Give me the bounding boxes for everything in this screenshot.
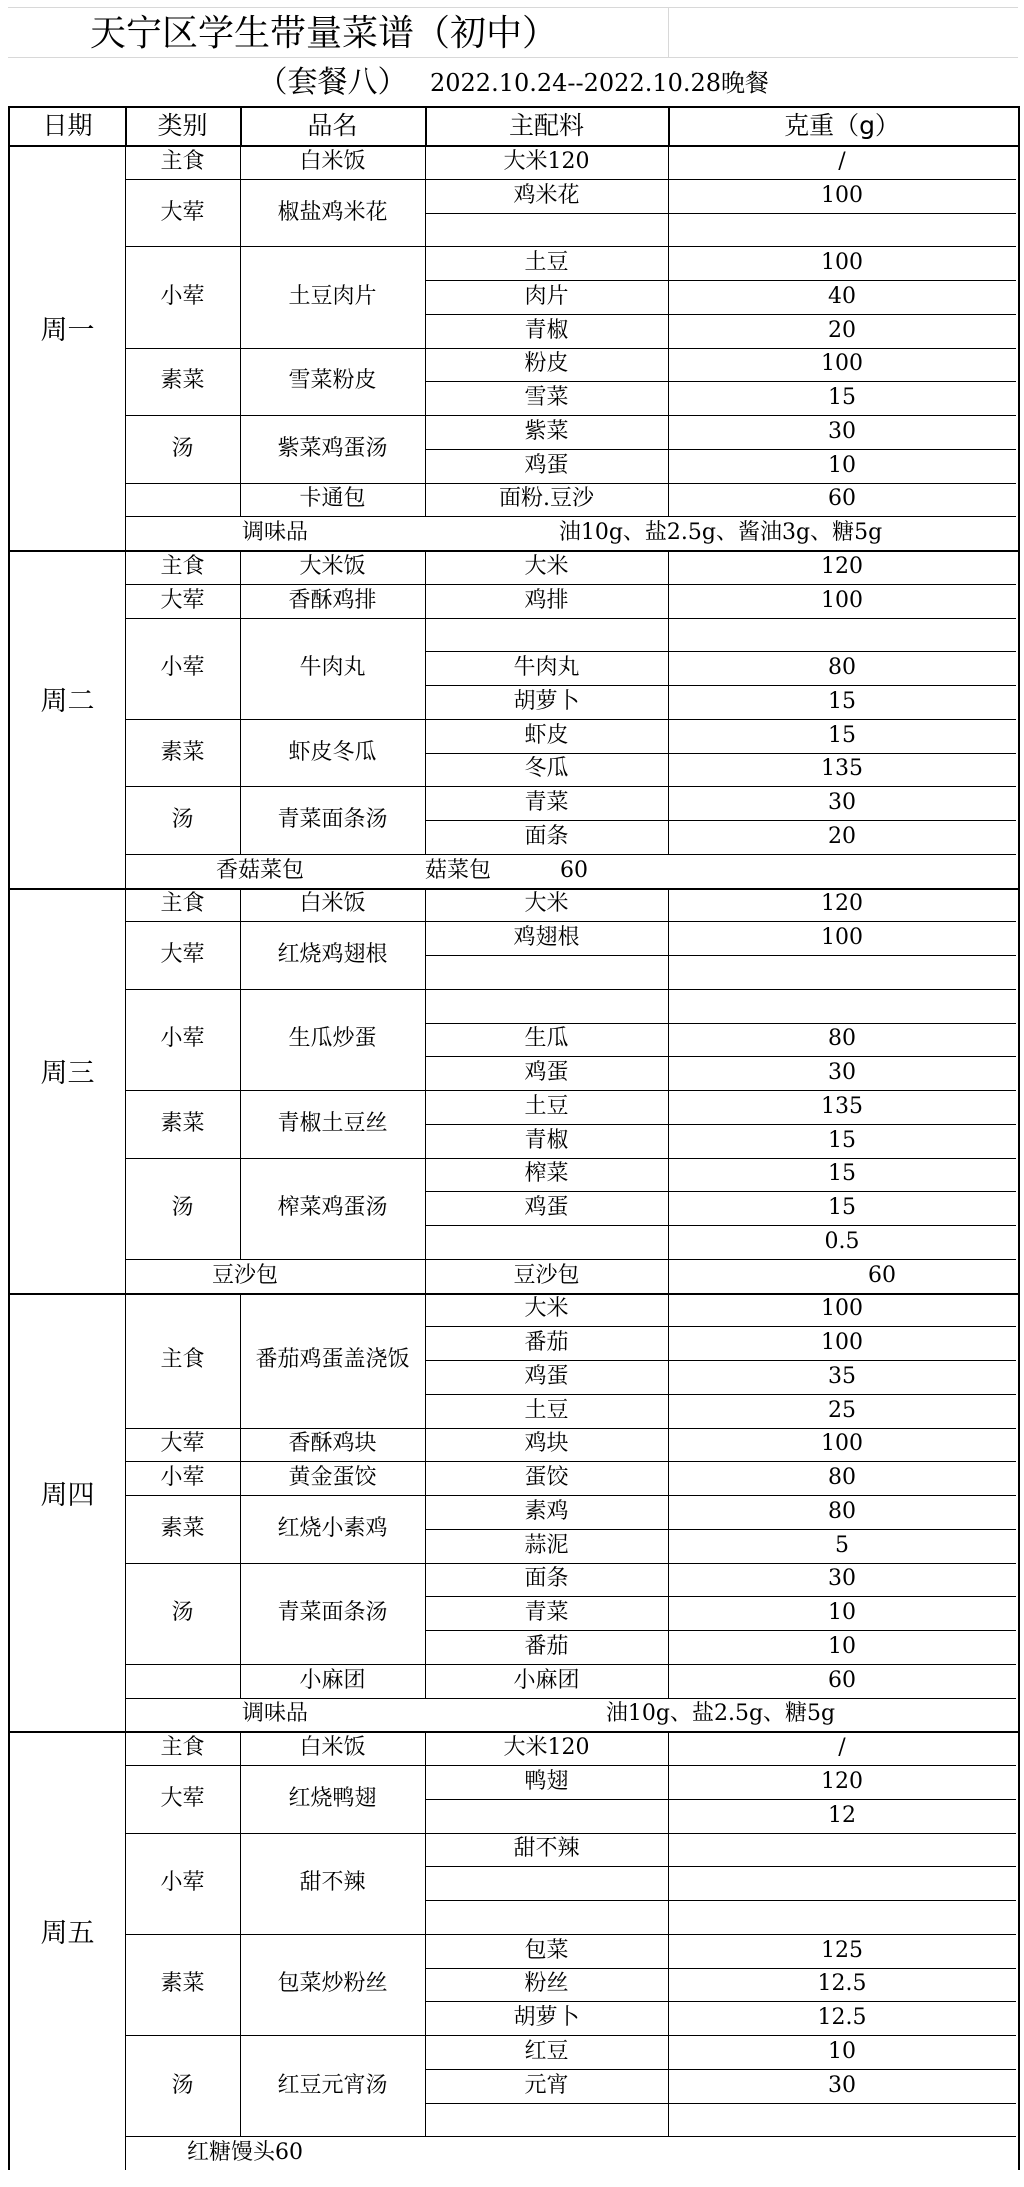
category-cell: 主食 [160,1735,205,1761]
page-title: 天宁区学生带量菜谱（初中） [90,13,559,54]
table-gridline [425,1596,1016,1597]
ingredient-cell: 甜不辣 [513,1836,580,1862]
category-cell: 小荤 [160,1026,205,1052]
weight-cell: 80 [828,1498,856,1524]
table-gridline [240,888,241,1259]
table-gridline [240,550,241,854]
weight-cell: 100 [821,1330,863,1356]
seasoning-value: 油10g、盐2.5g、酱油3g、糖5g [558,520,883,546]
weight-cell: 30 [828,418,856,444]
ingredient-cell: 青椒 [524,317,569,343]
dish-name-cell: 紫菜鸡蛋汤 [277,435,388,461]
day-label: 周三 [40,1057,95,1089]
weight-cell: 5 [835,1532,849,1558]
day-label: 周四 [40,1479,95,1511]
category-cell: 汤 [171,1600,194,1626]
table-gridline [425,1293,426,1698]
ingredient-cell: 鸡翅根 [513,925,580,951]
table-gridline [425,213,1016,214]
ingredient-cell: 鸡蛋 [524,452,569,478]
category-cell: 主食 [160,1347,205,1372]
category-cell: 大荤 [160,587,205,613]
dish-name-cell: 包菜炒粉丝 [277,1971,388,1997]
dish-name-cell: 白米饭 [299,891,366,917]
weight-cell: 15 [828,688,856,714]
weight-cell: 100 [821,587,863,613]
dish-name-cell: 牛肉丸 [299,655,366,681]
table-gridline [425,1866,1016,1867]
ingredient-cell: 青椒 [524,1127,569,1153]
header-dish: 品名 [307,111,358,140]
weight-cell: 30 [828,2072,856,2098]
ingredient-cell: 肉片 [524,283,569,309]
weight-cell: 60 [828,1667,856,1693]
dish-name-cell: 白米饭 [299,1735,366,1761]
table-gridline [425,1124,1016,1125]
table-gridline [425,145,426,516]
weight-cell: 135 [821,1093,863,1119]
weight-cell: 15 [828,1161,856,1187]
table-gridline [425,106,427,145]
weight-cell: 135 [821,756,863,782]
ingredient-cell: 大米120 [503,1735,590,1761]
table-gridline [668,888,669,1259]
weight-cell: 30 [828,1060,856,1086]
weight-cell: 15 [828,1195,856,1221]
table-gridline [668,106,670,145]
header-weight: 克重（g） [784,111,900,140]
table-gridline [425,1360,1016,1361]
dish-name-cell: 番茄鸡蛋盖浇饭 [255,1347,410,1372]
ingredient-cell: 小麻团 [513,1667,580,1693]
seasoning-label: 调味品 [241,520,308,546]
weight-cell: 125 [821,1937,863,1963]
weight-cell: 15 [828,385,856,411]
dish-name-cell: 大米饭 [299,553,366,579]
category-cell: 小荤 [160,1870,205,1896]
ingredient-cell: 蒜泥 [524,1532,569,1558]
category-cell: 大荤 [160,199,205,225]
table-gridline [240,145,241,516]
dish-name-cell: 香酥鸡块 [288,1431,377,1457]
menu-set-label: （套餐八） [257,65,408,100]
table-gridline [125,550,126,888]
weight-cell: 100 [821,250,863,276]
snack-ingredient-cell: 菇菜包 [425,857,492,883]
ingredient-cell: 大米 [524,1296,569,1322]
weight-cell: 20 [828,317,856,343]
table-gridline [425,753,1016,754]
table-gridline [240,1731,241,2136]
weight-cell: 30 [828,1566,856,1592]
ingredient-cell: 鸡米花 [513,182,580,208]
category-cell: 素菜 [160,1971,205,1997]
weight-cell: / [838,1735,846,1761]
dish-name-cell: 红烧鸡翅根 [277,942,388,967]
table-gridline [425,1900,1016,1901]
table-gridline [1018,106,1020,2170]
category-cell: 大荤 [160,1785,205,1811]
ingredient-cell: 大米 [524,891,569,917]
ingredient-cell: 鸡排 [524,587,569,613]
table-gridline [425,449,1016,450]
table-gridline [240,1293,241,1698]
weight-cell: 30 [828,790,856,816]
category-cell: 素菜 [160,739,205,765]
ingredient-cell: 虾皮 [524,722,569,748]
ingredient-cell: 粉丝 [524,1971,569,1997]
weight-cell: 12.5 [817,2005,867,2031]
ingredient-cell: 大米120 [503,148,590,174]
weight-cell: 100 [821,182,863,208]
category-cell: 素菜 [160,1110,205,1136]
category-cell: 素菜 [160,1515,205,1541]
ingredient-cell: 胡萝卜 [513,688,580,714]
table-gridline [425,1799,1016,1800]
ingredient-cell: 鸡蛋 [524,1363,569,1389]
table-gridline [425,550,426,854]
day-label: 周一 [40,315,95,347]
table-gridline [425,1056,1016,1057]
header-ingredient: 主配料 [508,111,584,140]
ingredient-cell: 面粉.豆沙 [499,486,594,512]
table-gridline [425,1259,426,1293]
snack-weight-cell: 60 [560,857,588,883]
ingredient-cell: 土豆 [524,250,569,276]
weight-cell: 25 [828,1397,856,1423]
table-gridline [425,1023,1016,1024]
dish-name-cell: 青菜面条汤 [277,807,388,832]
ingredient-cell: 鸡蛋 [524,1195,569,1221]
category-cell: 主食 [160,891,205,917]
table-gridline [240,106,242,145]
table-gridline [425,1326,1016,1327]
table-gridline [425,2069,1016,2070]
table-gridline [425,1394,1016,1395]
dish-name-cell: 青椒土豆丝 [277,1110,388,1136]
dish-name-cell: 虾皮冬瓜 [288,739,377,765]
weight-cell: 10 [828,2038,856,2064]
weight-cell: 100 [821,1296,863,1322]
snack-name-cell: 香菇菜包 [215,857,304,883]
table-gridline [125,1731,126,2170]
table-gridline [425,1630,1016,1631]
ingredient-cell: 牛肉丸 [513,655,580,681]
weight-cell: / [838,148,846,174]
table-gridline [668,550,669,854]
weight-cell: 100 [821,1431,863,1457]
weight-cell: 10 [828,452,856,478]
table-gridline [425,381,1016,382]
header-date: 日期 [42,111,93,140]
dish-name-cell: 甜不辣 [299,1870,366,1896]
table-gridline [8,106,10,2170]
ingredient-cell: 面条 [524,1566,569,1592]
ingredient-cell: 鸡蛋 [524,1060,569,1086]
dish-name-cell: 红烧小素鸡 [277,1515,388,1541]
category-cell: 小荤 [160,283,205,309]
weight-cell: 80 [828,1026,856,1052]
faint-gridline [668,7,669,57]
seasoning-value: 油10g、盐2.5g、糖5g [605,1701,836,1727]
ingredient-cell: 蛋饺 [524,1465,569,1491]
table-gridline [125,145,126,550]
dish-name-cell: 红烧鸭翅 [288,1785,377,1811]
ingredient-cell: 榨菜 [524,1161,569,1187]
seasoning-label: 调味品 [241,1701,308,1727]
ingredient-cell: 红豆 [524,2038,569,2064]
weight-cell: 10 [828,1633,856,1659]
table-gridline [125,888,126,1293]
ingredient-cell: 鸡块 [524,1431,569,1457]
ingredient-cell: 面条 [524,823,569,849]
dish-name-cell: 黄金蛋饺 [288,1465,377,1491]
table-gridline [425,1225,1016,1226]
faint-gridline [8,7,1018,8]
category-cell: 汤 [171,435,194,461]
table-gridline [125,1293,126,1732]
weight-cell: 12.5 [817,1971,867,1997]
snack-weight-cell: 60 [868,1262,896,1288]
table-gridline [668,1293,669,1698]
table-gridline [425,2001,1016,2002]
table-gridline [425,2103,1016,2104]
table-gridline [125,106,127,145]
category-cell: 汤 [171,807,194,832]
ingredient-cell: 紫菜 [524,418,569,444]
ingredient-cell: 雪菜 [524,385,569,411]
table-gridline [668,1259,669,1293]
dish-name-cell: 白米饭 [299,148,366,174]
header-category: 类别 [157,111,208,140]
ingredient-cell: 番茄 [524,1633,569,1659]
ingredient-cell: 鸭翅 [524,1768,569,1794]
weight-cell: 40 [828,283,856,309]
dish-name-cell: 香酥鸡排 [288,587,377,613]
dish-name-cell: 榨菜鸡蛋汤 [277,1195,388,1221]
weight-cell: 100 [821,351,863,377]
dish-name-cell: 青菜面条汤 [277,1600,388,1626]
category-cell: 小荤 [160,655,205,681]
category-cell: 大荤 [160,942,205,967]
weight-cell: 120 [821,1768,863,1794]
weight-cell: 60 [828,486,856,512]
dish-name-cell: 红豆元宵汤 [277,2072,388,2098]
weight-cell: 15 [828,722,856,748]
table-gridline [425,685,1016,686]
ingredient-cell: 冬瓜 [524,756,569,782]
snack-name-cell: 红糖馒头60 [187,2140,303,2166]
date-range: 2022.10.24--2022.10.28晚餐 [430,69,770,97]
weight-cell: 80 [828,655,856,681]
ingredient-cell: 土豆 [524,1397,569,1423]
ingredient-cell: 青菜 [524,790,569,816]
category-cell: 汤 [171,1195,194,1221]
table-gridline [425,1968,1016,1969]
dish-name-cell: 雪菜粉皮 [288,368,377,394]
weight-cell: 15 [828,1127,856,1153]
ingredient-cell: 胡萝卜 [513,2005,580,2031]
table-gridline [425,314,1016,315]
table-gridline [425,955,1016,956]
table-gridline [668,1731,669,2136]
weight-cell: 80 [828,1465,856,1491]
table-gridline [668,145,669,516]
ingredient-cell: 青菜 [524,1600,569,1626]
weight-cell: 0.5 [824,1228,860,1254]
ingredient-cell: 土豆 [524,1093,569,1119]
category-cell: 小荤 [160,1465,205,1491]
weight-cell: 120 [821,891,863,917]
table-gridline [425,820,1016,821]
dish-name-cell: 椒盐鸡米花 [277,199,388,225]
ingredient-cell: 大米 [524,553,569,579]
table-gridline [425,1529,1016,1530]
table-gridline [425,651,1016,652]
weight-cell: 20 [828,823,856,849]
table-gridline [425,1191,1016,1192]
table-gridline [425,280,1016,281]
day-label: 周二 [40,686,95,718]
weight-cell: 10 [828,1600,856,1626]
category-cell: 素菜 [160,368,205,394]
weight-cell: 35 [828,1363,856,1389]
dish-name-cell: 小麻团 [299,1667,366,1693]
ingredient-cell: 粉皮 [524,351,569,377]
snack-ingredient-cell: 豆沙包 [513,1262,580,1288]
day-label: 周五 [40,1918,95,1950]
weight-cell: 12 [828,1802,856,1828]
table-gridline [425,1731,426,2136]
dish-name-cell: 土豆肉片 [288,283,377,309]
snack-name-cell: 豆沙包 [211,1262,278,1288]
category-cell: 大荤 [160,1431,205,1457]
category-cell: 汤 [171,2072,194,2098]
category-cell: 主食 [160,553,205,579]
ingredient-cell: 包菜 [524,1937,569,1963]
dish-name-cell: 卡通包 [299,486,366,512]
ingredient-cell: 元宵 [524,2072,569,2098]
ingredient-cell: 生瓜 [524,1026,569,1052]
ingredient-cell: 番茄 [524,1330,569,1356]
weight-cell: 120 [821,553,863,579]
category-cell: 主食 [160,148,205,174]
dish-name-cell: 生瓜炒蛋 [288,1026,377,1052]
weight-cell: 100 [821,925,863,951]
table-gridline [425,888,426,1259]
ingredient-cell: 素鸡 [524,1498,569,1524]
